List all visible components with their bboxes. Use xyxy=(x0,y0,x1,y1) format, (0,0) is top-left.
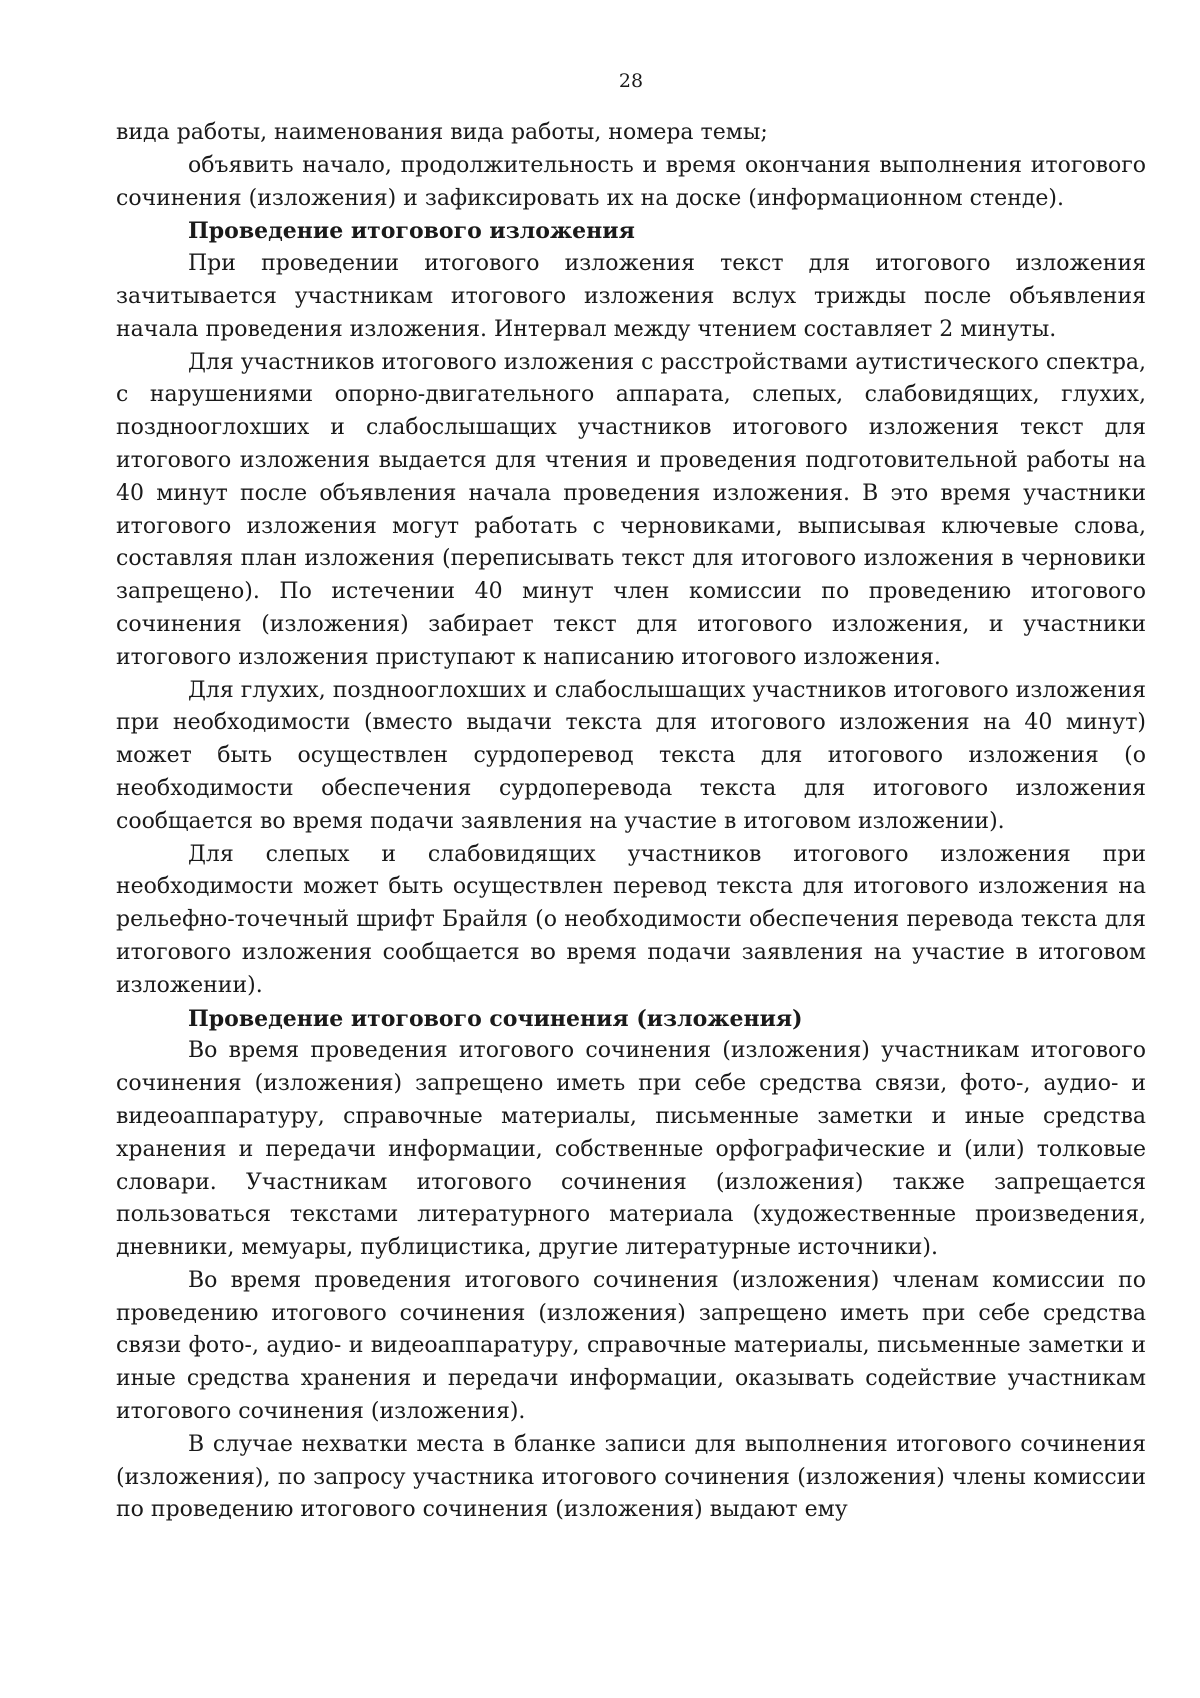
paragraph-participant-prohibitions: Во время проведения итогового сочинения (изложения) участникам итогового сочинения (изложения) запрещено иметь при себе средства связи, фото-, аудио- и видеоаппаратуру, справочные материалы, письменные заметки и иные средства хранения и передачи информации, собственные орфографические и (или) толковые словари. Участникам итогового сочинения (изложения) также запрещается пользоваться текстами литературного материала (художественные произведения, дневники, мемуары, публицистика, другие литературные источники). xyxy=(116,1038,1146,1261)
paragraph-continuation: вида работы, наименования вида работы, номера темы; xyxy=(116,120,768,145)
paragraph-braille: Для слепых и слабовидящих участников итогового изложения при необходимости может быть осуществлен перевод текста для итогового изложения на рельефно-точечный шрифт Брайля (о необходимости обеспечения перевода текста для итогового изложения сообщается во время подачи заявления на участие в итоговом изложении). xyxy=(116,841,1146,998)
paragraph-commission-prohibitions: Во время проведения итогового сочинения (изложения) членам комиссии по проведению итогового сочинения (изложения) запрещено иметь при себе средства связи фото-, аудио- и видеоаппаратуру, справочные материалы, письменные заметки и иные средства хранения и передачи информации, оказывать содействие участникам итогового сочинения (изложения). xyxy=(116,1267,1146,1425)
page-number: 28 xyxy=(618,70,644,92)
paragraph-reading-text: При проведении итогового изложения текст для итогового изложения зачитывается участникам итогового изложения вслух трижды после объявления начала проведения изложения. Интервал между чтением составляет 2 минуты. xyxy=(116,251,1146,342)
section-heading-izlozhenie: Проведение итогового изложения xyxy=(188,218,635,245)
paragraph-special-needs: Для участников итогового изложения с расстройствами аутистического спектра, с нарушениями опорно-двигательного аппарата, слепых, слабовидящих, глухих, позднооглохших и слабослышащих участников итогового изложения текст для итогового изложения выдается для чтения и проведения подготовительной работы на 40 минут после объявления начала проведения изложения. В это время участники итогового изложения могут работать с черновиками, выписывая ключевые слова, составляя план изложения (переписывать текст для итогового изложения в черновики запрещено). По истечении 40 минут член комиссии по проведению итогового сочинения (изложения) забирает текст для итогового изложения, и участники итогового изложения приступают к написанию итогового изложения. xyxy=(116,349,1147,670)
paragraph-sign-language: Для глухих, позднооглохших и слабослышащих участников итогового изложения при необходимости (вместо выдачи текста для итогового изложения на 40 минут) может быть осуществлен сурдоперевод текста для итогового изложения (о необходимости обеспечения сурдоперевода текста для итогового изложения сообщается во время подачи заявления на участие в итоговом изложении). xyxy=(116,677,1146,834)
document-body xyxy=(116,117,1146,1527)
paragraph-announce-start: объявить начало, продолжительность и время окончания выполнения итогового сочинения (изложения) и зафиксировать их на доске (информационном стенде). xyxy=(116,152,1146,211)
section-heading-sochinenie: Проведение итогового сочинения (изложения) xyxy=(188,1005,803,1032)
paragraph-extra-forms: В случае нехватки места в бланке записи для выполнения итогового сочинения (изложения), по запросу участника итогового сочинения (изложения) члены комиссии по проведению итогового сочинения (изложения) выдают ему xyxy=(116,1431,1146,1523)
